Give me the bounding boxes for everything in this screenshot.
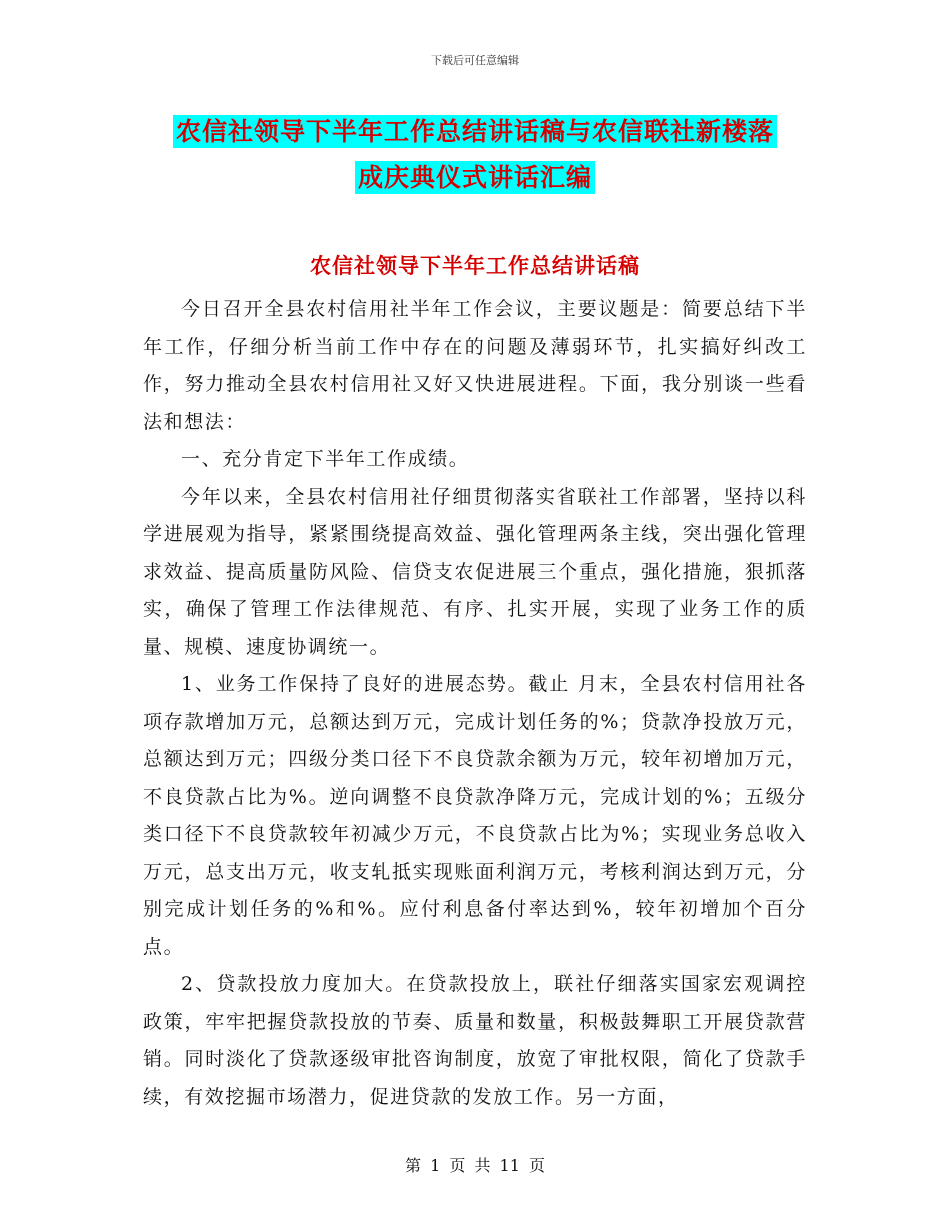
body-text	[143, 291, 807, 1116]
document-title-text-1: 农信社领导下半年工作总结讲话稿与农信联社新楼落	[173, 115, 777, 148]
document-title-line-1	[0, 112, 950, 148]
document-title-line-2	[0, 158, 950, 194]
paragraph: 今日召开全县农村信用社半年工作会议，主要议题是：简要总结下半年工作，仔细分析当前工作中存在的问题及薄弱环节，扎实搞好纠改工作，努力推动全县农村信用社又好又快进展进程。下面，我分别谈一些看法和想法：	[143, 298, 807, 433]
header-note: 下载后可任意编辑	[431, 54, 519, 67]
paragraph: 2、贷款投放力度加大。在贷款投放上，联社仔细落实国家宏观调控政策，牢牢把握贷款投放的节奏、质量和数量，积极鼓舞职工开展贷款营销。同时淡化了贷款逐级审批咨询制度，放宽了审批权限，简化了贷款手续，有效挖掘市场潜力，促进贷款的发放工作。另一方面，	[143, 973, 807, 1108]
page-footer: 第 1 页 共 11 页	[405, 1156, 545, 1175]
section-title: 农信社领导下半年工作总结讲话稿	[310, 254, 640, 278]
paragraph: 1、业务工作保持了良好的进展态势。截止 月末，全县农村信用社各项存款增加万元，总额达到万元，完成计划任务的%；贷款净投放万元，总额达到万元；四级分类口径下不良贷款余额为万元，较年初增加万元，不良贷款占比为%。逆向调整不良贷款净降万元，完成计划的%；五级分类口径下不良贷款较年初减少万元，不良贷款占比为%；实现业务总收入万元，总支出万元，收支轧抵实现账面利润万元，考核利润达到万元，分别完成计划任务的%和%。应付利息备付率达到%，较年初增加个百分点。	[143, 673, 807, 958]
document-title-text-2: 成庆典仪式讲话汇编	[355, 161, 595, 194]
paragraph: 今年以来，全县农村信用社仔细贯彻落实省联社工作部署，坚持以科学进展观为指导，紧紧围绕提高效益、强化管理两条主线，突出强化管理求效益、提高质量防风险、信贷支农促进展三个重点，强化措施，狠抓落实，确保了管理工作法律规范、有序、扎实开展，实现了业务工作的质量、规模、速度协调统一。	[143, 485, 807, 658]
paragraph: 一、充分肯定下半年工作成绩。	[181, 448, 470, 470]
